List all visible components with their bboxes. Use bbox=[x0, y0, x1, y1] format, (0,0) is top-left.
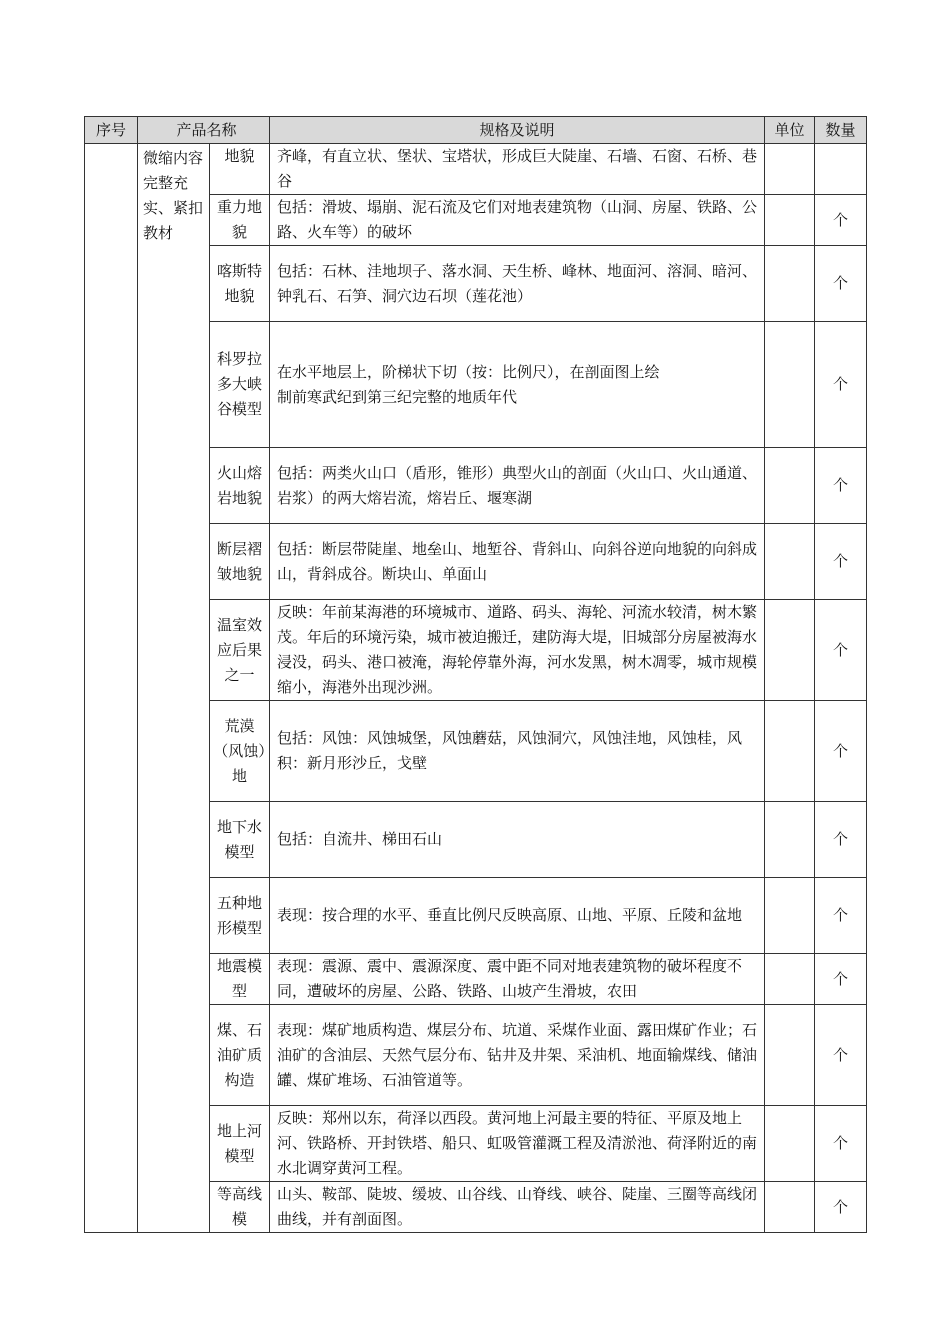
product-name-cell: 科罗拉多大峡谷模型 bbox=[210, 322, 270, 448]
spec-cell: 表现：煤矿地质构造、煤层分布、坑道、采煤作业面、露田煤矿作业；石油矿的含油层、天然气层分布、钻井及井架、采油机、地面输煤线、储油罐、煤矿堆场、石油管道等。 bbox=[270, 1005, 765, 1106]
unit-cell bbox=[765, 954, 815, 1005]
table-row bbox=[85, 144, 867, 195]
header-spec: 规格及说明 bbox=[270, 117, 765, 144]
qty-cell: 个 bbox=[815, 195, 867, 246]
spec-cell: 包括：两类火山口（盾形，锥形）典型火山的剖面（火山口、火山通道、岩浆）的两大熔岩流，熔岩丘、堰寒湖 bbox=[270, 448, 765, 524]
header-qty: 数量 bbox=[815, 117, 867, 144]
qty-cell: 个 bbox=[815, 524, 867, 600]
unit-cell bbox=[765, 448, 815, 524]
header-seq: 序号 bbox=[85, 117, 138, 144]
unit-cell bbox=[765, 1005, 815, 1106]
spec-cell: 表现：按合理的水平、垂直比例尺反映高原、山地、平原、丘陵和盆地 bbox=[270, 878, 765, 954]
header-unit: 单位 bbox=[765, 117, 815, 144]
qty-cell: 个 bbox=[815, 448, 867, 524]
product-name-cell: 地下水模型 bbox=[210, 802, 270, 878]
spec-cell: 表现：震源、震中、震源深度、震中距不同对地表建筑物的破坏程度不同，遭破坏的房屋、公路、铁路、山坡产生滑坡，农田 bbox=[270, 954, 765, 1005]
qty-cell: 个 bbox=[815, 1005, 867, 1106]
spec-cell: 反映：郑州以东，荷泽以西段。黄河地上河最主要的特征、平原及地上河、铁路桥、开封铁塔、船只、虹吸管灌溉工程及清淤池、荷泽附近的南水北调穿黄河工程。 bbox=[270, 1106, 765, 1182]
unit-cell bbox=[765, 600, 815, 701]
table-header-row bbox=[85, 117, 867, 144]
product-name-cell: 煤、石油矿质构造 bbox=[210, 1005, 270, 1106]
product-name-cell: 地震模型 bbox=[210, 954, 270, 1005]
unit-cell bbox=[765, 322, 815, 448]
unit-cell bbox=[765, 878, 815, 954]
product-name-cell: 断层褶皱地貌 bbox=[210, 524, 270, 600]
spec-cell: 包括：石林、洼地坝子、落水洞、天生桥、峰林、地面河、溶洞、暗河、钟乳石、石笋、洞穴边石坝（莲花池） bbox=[270, 246, 765, 322]
qty-cell: 个 bbox=[815, 322, 867, 448]
qty-cell: 个 bbox=[815, 954, 867, 1005]
category-cell: 微缩内容完整充实、紧扣教材 bbox=[138, 144, 210, 1233]
qty-cell: 个 bbox=[815, 701, 867, 802]
spec-cell: 包括：自流井、梯田石山 bbox=[270, 802, 765, 878]
seq-cell bbox=[85, 144, 138, 1233]
unit-cell bbox=[765, 1182, 815, 1233]
unit-cell bbox=[765, 524, 815, 600]
product-name-cell: 温室效应后果之一 bbox=[210, 600, 270, 701]
qty-cell: 个 bbox=[815, 878, 867, 954]
product-name-cell: 地貌 bbox=[210, 144, 270, 195]
product-name-cell: 喀斯特地貌 bbox=[210, 246, 270, 322]
qty-cell: 个 bbox=[815, 802, 867, 878]
unit-cell bbox=[765, 701, 815, 802]
unit-cell bbox=[765, 802, 815, 878]
unit-cell bbox=[765, 1106, 815, 1182]
spec-cell: 反映：年前某海港的环境城市、道路、码头、海轮、河流水较清，树木繁茂。年后的环境污染，城市被迫搬迁，建防海大堤，旧城部分房屋被海水浸没，码头、港口被淹，海轮停靠外海，河水发黑，树木凋零，城市规模缩小，海港外出现沙洲。 bbox=[270, 600, 765, 701]
qty-cell: 个 bbox=[815, 1182, 867, 1233]
spec-cell: 包括：断层带陡崖、地垒山、地堑谷、背斜山、向斜谷逆向地貌的向斜成山，背斜成谷。断块山、单面山 bbox=[270, 524, 765, 600]
product-name-cell: 五种地形模型 bbox=[210, 878, 270, 954]
qty-cell: 个 bbox=[815, 1106, 867, 1182]
spec-cell: 齐峰，有直立状、堡状、宝塔状，形成巨大陡崖、石墙、石窗、石桥、巷谷 bbox=[270, 144, 765, 195]
spec-cell: 在水平地层上，阶梯状下切（按：比例尺），在剖面图上绘制前寒武纪到第三纪完整的地质年代 bbox=[270, 322, 765, 448]
unit-cell bbox=[765, 246, 815, 322]
header-product-name: 产品名称 bbox=[138, 117, 270, 144]
qty-cell bbox=[815, 144, 867, 195]
product-spec-table bbox=[84, 116, 867, 1233]
spec-cell: 山头、鞍部、陡坡、缓坡、山谷线、山脊线、峡谷、陡崖、三圈等高线闭曲线，并有剖面图。 bbox=[270, 1182, 765, 1233]
product-name-cell: 重力地貌 bbox=[210, 195, 270, 246]
qty-cell: 个 bbox=[815, 600, 867, 701]
unit-cell bbox=[765, 195, 815, 246]
product-name-cell: 等高线模 bbox=[210, 1182, 270, 1233]
spec-cell: 包括：滑坡、塌崩、泥石流及它们对地表建筑物（山洞、房屋、铁路、公路、火车等）的破坏 bbox=[270, 195, 765, 246]
product-name-cell: 地上河模型 bbox=[210, 1106, 270, 1182]
product-name-cell: 荒漠（风蚀）地 bbox=[210, 701, 270, 802]
product-name-cell: 火山熔岩地貌 bbox=[210, 448, 270, 524]
unit-cell bbox=[765, 144, 815, 195]
qty-cell: 个 bbox=[815, 246, 867, 322]
spec-cell: 包括：风蚀：风蚀城堡，风蚀蘑菇，风蚀洞穴，风蚀洼地，风蚀桂，风积：新月形沙丘，戈壁 bbox=[270, 701, 765, 802]
